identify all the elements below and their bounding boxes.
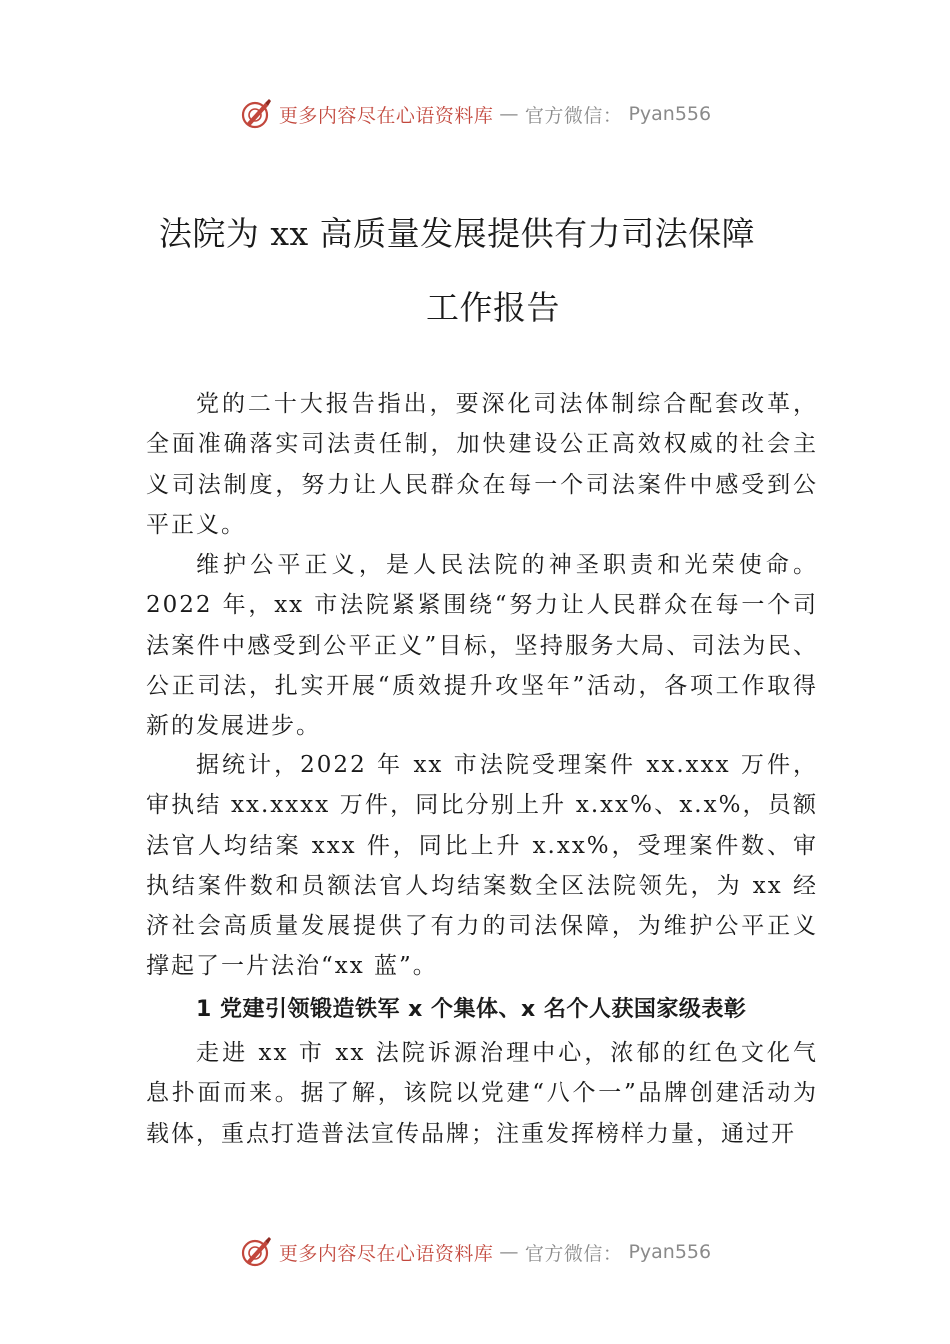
pen-logo-icon [239, 97, 273, 131]
paragraph-1 [146, 384, 818, 545]
watermark-separator: — [499, 103, 519, 125]
watermark-separator: — [499, 1241, 519, 1263]
footer-watermark [0, 1232, 950, 1272]
header-watermark [0, 94, 950, 134]
paragraph-text: 走进 xx 市 xx 法院诉源治理中心，浓郁的红色文化气息扑面而来。据了解，该院以党建“八个一”品牌创建活动为载体，重点打造普法宣传品牌；注重发挥榜样力量，通过开 [146, 1040, 818, 1147]
paragraph-3 [146, 745, 818, 987]
paragraph-4 [146, 1033, 818, 1154]
watermark-label: 官方微信： [524, 104, 623, 127]
paragraph-text: 维护公平正义，是人民法院的神圣职责和光荣使命。2022 年，xx 市法院紧紧围绕“努力让人民群众在每一个司法案件中感受到公平正义”目标，坚持服务大局、司法为民、 公正司法，扎实开展“质效提升攻坚年”活动，各项工作取得新的发展进步。 [146, 552, 818, 740]
watermark-account: Pyan556 [628, 103, 712, 125]
watermark-brand: 更多内容尽在心语资料库 [278, 1242, 494, 1265]
section-heading: 1 党建引领锻造铁军 x 个集体、x 名个人获国家级表彰 [196, 997, 747, 1022]
document-title-line-1: 法院为 xx 高质量发展提供有力司法保障 [158, 214, 756, 253]
paragraph-2 [146, 545, 818, 746]
watermark-account: Pyan556 [628, 1241, 712, 1263]
pen-logo-icon [239, 1235, 273, 1269]
watermark-label: 官方微信： [524, 1242, 623, 1265]
document-title-line-2: 工作报告 [426, 288, 560, 327]
paragraph-text: 党的二十大报告指出，要深化司法体制综合配套改革，全面准确落实司法责任制，加快建设公正高效权威的社会主义司法制度，努力让人民群众在每一个司法案件中感受到公平正义。 [146, 391, 818, 538]
watermark-brand: 更多内容尽在心语资料库 [278, 104, 494, 127]
paragraph-text: 据统计，2022 年 xx 市法院受理案件 xx.xxx 万件，审执结 xx.xxxx 万件，同比分别上升 x.xx%、x.x%，员额法官人均结案 xxx 件，同比上升 x.xx%，受理案件数、审执结案件数和员额法官人均结案数全区法院领先，为 xx 经济社会高质量发展提供了有力的司法保障，为维护公平正义撑起了一片法治“xx 蓝”。 [146, 752, 818, 980]
